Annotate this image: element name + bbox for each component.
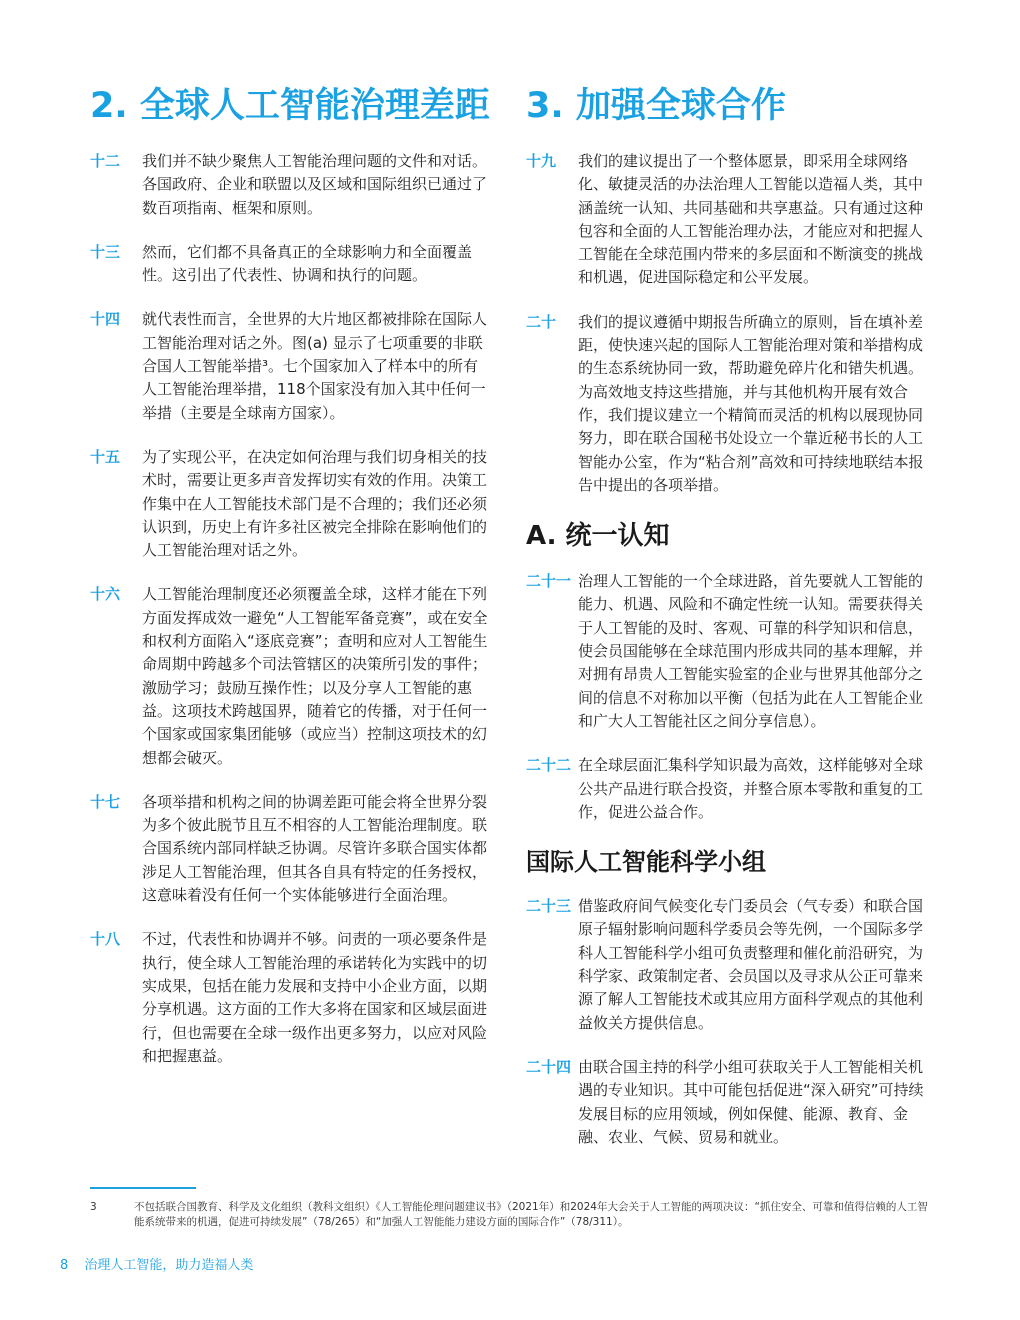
footnote-text: 不包括联合国教育、科学及文化组织（教科文组织）《人工智能伦理问题建议书》（2021年）和2024年大会关于人工智能的两项决议：“抓住安全、可靠和值得信赖的人工智能系统带来的机遇，促进可持续发展”（78/265）和“加强人工智能能力建设方面的国际合作”（78/311）。 [134,1201,928,1228]
paragraph-text: 就代表性而言，全世界的大片地区都被排除在国际人工智能治理对话之外。图(a) 显示了七项重要的非联合国人工智能举措³。七个国家加入了样本中的所有人工智能治理举措，118个国家没有加入其中任何一举措（主要是全球南方国家）。 [142,310,488,422]
right-column [526,80,934,1170]
paragraph [526,570,934,733]
paragraph [90,150,490,220]
paragraph [90,241,490,288]
right-paragraphs-c [526,895,934,1149]
right-paragraphs-a [526,150,934,497]
paragraph-number: 二十三 [526,897,572,916]
left-paragraphs [90,150,490,1068]
paragraph-number: 十八 [90,930,121,949]
paragraph [90,928,490,1068]
paragraph [526,895,934,1035]
paragraph [526,754,934,824]
paragraph-text: 借鉴政府间气候变化专门委员会（气专委）和联合国原子辐射影响问题科学委员会等先例，一个国际多学科人工智能科学小组可负责整理和催化前沿研究，为科学家、政策制定者、会员国以及寻求从公正可靠来源了解人工智能技术或其应用方面科学观点的其他利益攸关方提供信息。 [578,897,924,1032]
paragraph [90,308,490,424]
right-paragraphs-b [526,570,934,824]
paragraph-number: 十三 [90,242,121,261]
paragraph-number: 二十 [526,312,557,331]
paragraph-text: 然而，它们都不具备真正的全球影响力和全面覆盖性。这引出了代表性、协调和执行的问题。 [142,242,473,285]
paragraph-text: 在全球层面汇集科学知识最为高效，这样能够对全球公共产品进行联合投资，并整合原本零散和重复的工作，促进公益合作。 [578,756,924,821]
footnote-number: 3 [90,1201,97,1213]
paragraph-number: 十五 [90,447,121,466]
left-column [90,80,490,1089]
paragraph-text: 人工智能治理制度还必须覆盖全球，这样才能在下列方面发挥成效一避免“人工智能军备竞赛”，或在安全和权利方面陷入“逐底竞赛”；查明和应对人工智能生命周期中跨越多个司法管辖区的决策所引发的事件；激励学习；鼓励互操作性；以及分享人工智能的惠益。这项技术跨越国界，随着它的传播，对于任何一个国家或国家集团能够（或应当）控制这项技术的幻想都会破灭。 [142,585,488,767]
paragraph-number: 十六 [90,585,121,604]
paragraph-number: 十七 [90,792,121,811]
paragraph-number: 二十四 [526,1057,572,1076]
page-footer [60,1254,253,1273]
paragraph [90,446,490,562]
footer-title: 治理人工智能，助力造福人类 [84,1258,254,1273]
subheading-b: 国际人工智能科学小组 [526,848,766,877]
page-number: 8 [60,1258,69,1273]
paragraph-text: 治理人工智能的一个全球进路，首先要就人工智能的能力、机遇、风险和不确定性统一认知。需要获得关于人工智能的及时、客观、可靠的科学知识和信息，使会员国能够在全球范围内形成共同的基本理解，并对拥有昂贵人工智能实验室的企业与世界其他部分之间的信息不对称加以平衡（包括为此在人工智能企业和广大人工智能社区之间分享信息）。 [578,572,924,730]
paragraph-text: 各项举措和机构之间的协调差距可能会将全世界分裂为多个彼此脱节且互不相容的人工智能治理制度。联合国系统内部同样缺乏协调。尽管许多联合国实体都涉足人工智能治理，但其各自具有特定的任务授权，这意味着没有任何一个实体能够进行全面治理。 [142,792,488,905]
paragraph-text: 由联合国主持的科学小组可获取关于人工智能相关机遇的专业知识。其中可能包括促进“深入研究”可持续发展目标的应用领域，例如保健、能源、教育、金融、农业、气候、贸易和就业。 [578,1057,924,1146]
footnote-divider [90,1187,196,1189]
paragraph-text: 我们的建议提出了一个整体愿景，即采用全球网络化、敏捷灵活的办法治理人工智能以造福人类，其中涵盖统一认知、共同基础和共享惠益。只有通过这种包容和全面的人工智能治理办法，才能应对和把握人工智能在全球范围内带来的多层面和不断演变的挑战和机遇，促进国际稳定和公平发展。 [578,152,924,287]
paragraph-text: 我们的提议遵循中期报告所确立的原则，旨在填补差距，使快速兴起的国际人工智能治理对策和举措构成的生态系统协同一致，帮助避免碎片化和错失机遇。为高效地支持这些措施，并与其他机构开展有效合作，我们提议建立一个精简而灵活的机构以展现协同努力，即在联合国秘书处设立一个靠近秘书长的人工智能办公室，作为“粘合剂”高效和可持续地联结本报告中提出的各项举措。 [578,312,924,494]
paragraph-text: 不过，代表性和协调并不够。问责的一项必要条件是执行，使全球人工智能治理的承诺转化为实践中的切实成果，包括在能力发展和支持中小企业方面，以期分享机遇。这方面的工作大多将在国家和区域层面进行，但也需要在全球一级作出更多努力，以应对风险和把握惠益。 [142,930,488,1065]
paragraph [526,1056,934,1149]
paragraph-text: 为了实现公平，在决定如何治理与我们切身相关的技术时，需要让更多声音发挥切实有效的作用。决策工作集中在人工智能技术部门是不合理的；我们还必须认识到，历史上有许多社区被完全排除在影响他们的人工智能治理对话之外。 [142,447,488,560]
paragraph-number: 二十一 [526,572,572,591]
paragraph-number: 十九 [526,152,557,170]
section-heading-3: 3. 加强全球合作 [526,86,786,126]
paragraph-number: 十二 [90,152,121,170]
footnote [90,1200,930,1230]
paragraph-number: 二十二 [526,756,572,775]
section-heading-2: 2. 全球人工智能治理差距 [90,86,490,126]
subheading-a: A. 统一认知 [526,521,670,552]
paragraph [90,583,490,769]
paragraph [526,150,934,290]
paragraph-text: 我们并不缺少聚焦人工智能治理问题的文件和对话。各国政府、企业和联盟以及区域和国际组织已通过了数百项指南、框架和原则。 [142,152,488,217]
paragraph-number: 十四 [90,310,121,329]
paragraph [90,791,490,907]
paragraph [526,311,934,497]
